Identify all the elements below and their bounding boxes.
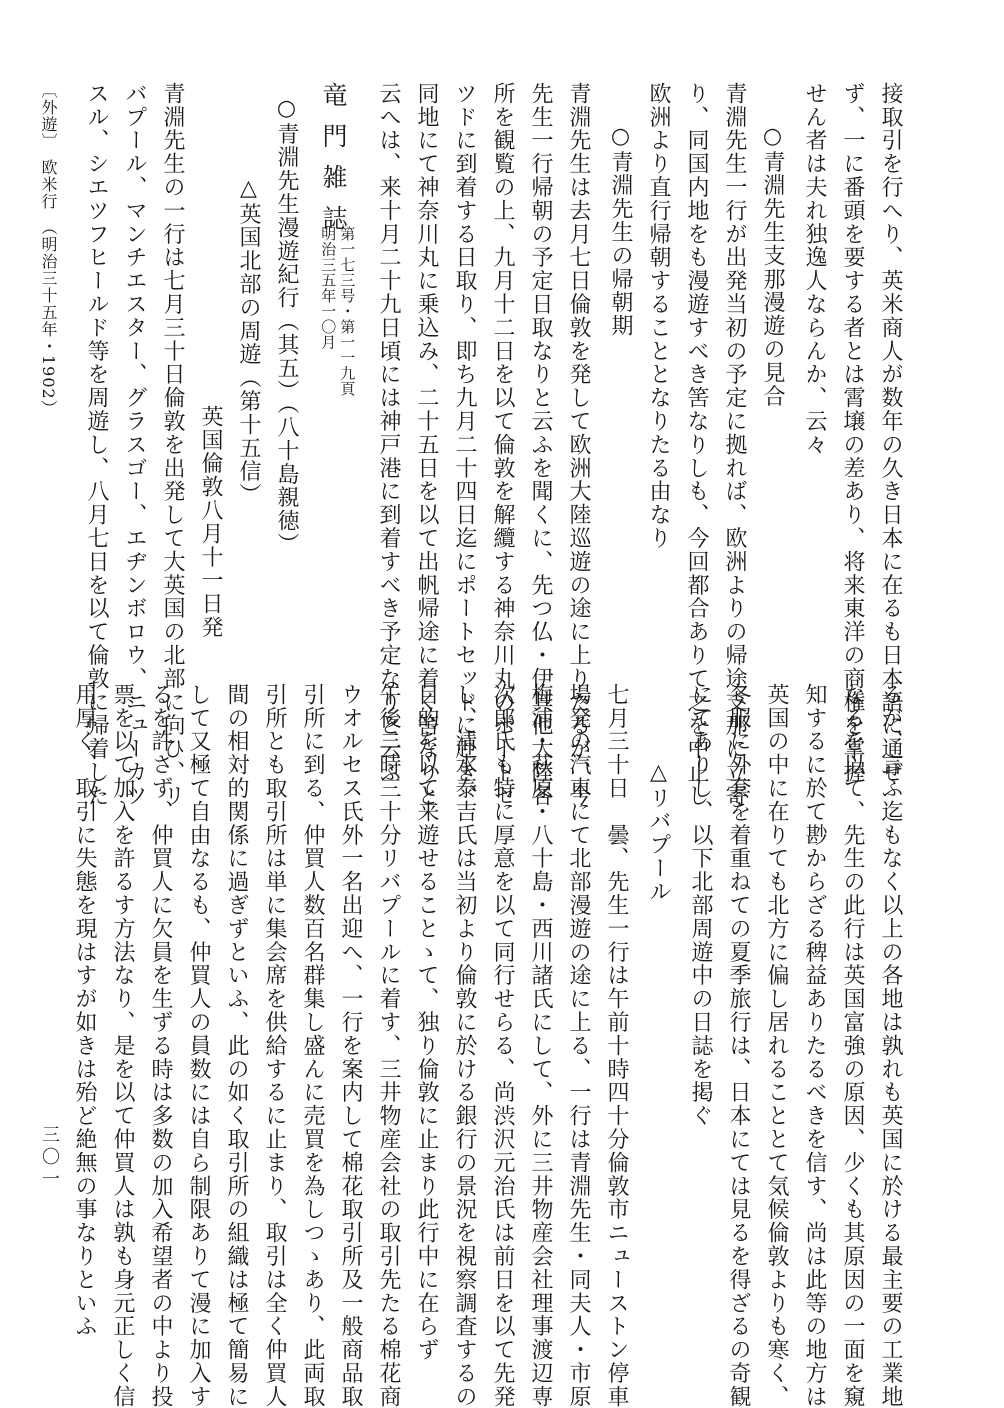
text-line: 云へは、来十月二十九日頃には神戸港に到着すべき予定なりと云ふ <box>376 82 401 784</box>
page-number: 三〇一 <box>39 1125 60 1191</box>
text-line: 梅浦・萩原・八十島・西川諸氏にして、外に三井物産会社理事渡辺専 <box>528 683 553 1408</box>
text-line: 引所に到る、仲買人数百名群集し盛んに売買を為しつゝあり、此両取 <box>300 683 325 1408</box>
subsection-heading: △リバプール <box>646 760 671 904</box>
text-line: ず、一に番頭を要する者とは霄壌の差あり、将来東洋の商権を掌握 <box>840 82 865 784</box>
text-line: 引所とも取引所は単に集会席を供給するに止まり、取引は全く仲買人 <box>262 683 287 1408</box>
text-line: ツドに到着する日取り、即ち九月二十四日迄にポートセッドに赴き、 <box>452 82 477 808</box>
text-line: 票を以て加入を許るす方法なり、是を以て仲買人は孰も身元正しく信 <box>110 683 135 1408</box>
text-line: り、同国内地をも漫遊すべき筈なりしも、今回都合ありて之を中止し <box>684 82 709 808</box>
text-line: 先生一行帰朝の予定日取なりと云ふを聞くに、先つ仏・伊其他大陸各 <box>528 82 553 808</box>
subsection-heading: △英国北部の周遊（第十五信） <box>236 176 261 507</box>
section-heading: ○青淵先生の帰朝期 <box>608 124 633 338</box>
text-line: 冬服に外套を着重ねての夏季旅行は、日本にては見るを得ざるの奇観 <box>726 683 751 1408</box>
article-title: ○青淵先生漫遊紀行（其五）（八十島親徳） <box>274 96 299 556</box>
dateline: 英国倫敦八月十一日発 <box>198 405 223 639</box>
text-line: 青淵先生一行が出発当初の予定に拠れば、欧洲よりの帰途支那に立寄 <box>722 82 747 808</box>
text-line: にてありし、以下北部周遊中の日誌を掲ぐ <box>688 683 713 1128</box>
journal-issue: 第一七三号・第一一九頁 <box>338 226 357 397</box>
text-line: 目的を以て来遊せることゝて、独り倫敦に止まり此行中に在らず <box>414 683 439 1362</box>
text-line: るを許さず、仲買人に欠員を生ずる時は多数の加入希望者の中より投 <box>148 683 173 1408</box>
text-line: 同地にて神奈川丸に乗込み、二十五日を以て出帆帰途に着く筈なりと <box>414 82 439 808</box>
text-line: 所を観覧の上、九月十二日を以て倫敦を解纜する神奈川丸のポートセ <box>490 82 515 808</box>
text-line: バプール、マンチエスター、グラスゴー、エヂンボロウ、ニューカツ <box>122 82 147 808</box>
text-line: 青淵先生の一行は七月三十日倫敦を出発して大英国の北部に向ひ、リ <box>160 82 185 808</box>
text-line: ウオルセス氏外一名出迎へ、一行を案内して棉花取引所及一般商品取 <box>338 683 363 1408</box>
text-line: 午後二時三十分リバプールに着す、三井物産会社の取引先たる棉花商 <box>376 683 401 1408</box>
text-line: せん者は夫れ独逸人ならんか、云々 <box>802 82 827 457</box>
text-line: 欧洲より直行帰朝することとなりたる由なり <box>646 82 671 550</box>
text-line: 場発の汽車にて北部漫遊の途に上る、一行は青淵先生・同夫人・市原 <box>566 683 591 1408</box>
text-line: 青淵先生は去月七日倫敦を発して欧洲大陸巡遊の途に上りたるが、今 <box>566 82 591 808</box>
section-heading: ○青淵先生支那漫遊の見合 <box>760 124 785 408</box>
text-line: るが、言ふ迄もなく以上の各地は孰れも英国に於ける最主要の工業地 <box>878 683 903 1408</box>
text-line: し、清水泰吉氏は当初より倫敦に於ける銀行の景況を視察調査するの <box>452 683 477 1408</box>
running-footer: 〔外遊〕 欧米行 （明治三十五年・1902） <box>39 82 58 417</box>
journal-date: 明治三五年一〇月 <box>319 226 338 350</box>
text-line: 次郎氏も特に厚意を以て同行せらる、尚渋沢元治氏は前日を以て先発 <box>490 683 515 1408</box>
text-line: なるを以て、先生の此行は英国富強の原因、少くも其原因の一面を窺 <box>840 683 865 1408</box>
text-line: して又極て自由なるも、仲買人の員数には自ら制限ありて漫に加入す <box>186 683 211 1408</box>
text-line: スル、シエツフヒールド等を周遊し、八月七日を以て倫敦に帰着した <box>84 82 109 808</box>
text-line: 知するに於て尠からざる稗益ありたるべきを信す、尚は此等の地方は <box>802 683 827 1408</box>
text-line: 接取引を行へり、英米商人が数年の久き日本に在るも日本語に通ぜ <box>878 82 903 784</box>
text-line: 七月三十日 曇、先生一行は午前十時四十分倫敦市ニューストン停車 <box>604 683 629 1408</box>
text-line: 用厚く、取引に失態を現はすが如きは殆ど絶無の事なりといふ <box>72 683 97 1339</box>
text-line: 間の相対的関係に過ぎずといふ、此の如く取引所の組織は極て簡易に <box>224 683 249 1408</box>
text-line: 英国の中に在りても北方に偏し居れることとて気候倫敦よりも寒く、 <box>764 683 789 1408</box>
journal-title: 竜門雑誌 <box>319 82 348 246</box>
